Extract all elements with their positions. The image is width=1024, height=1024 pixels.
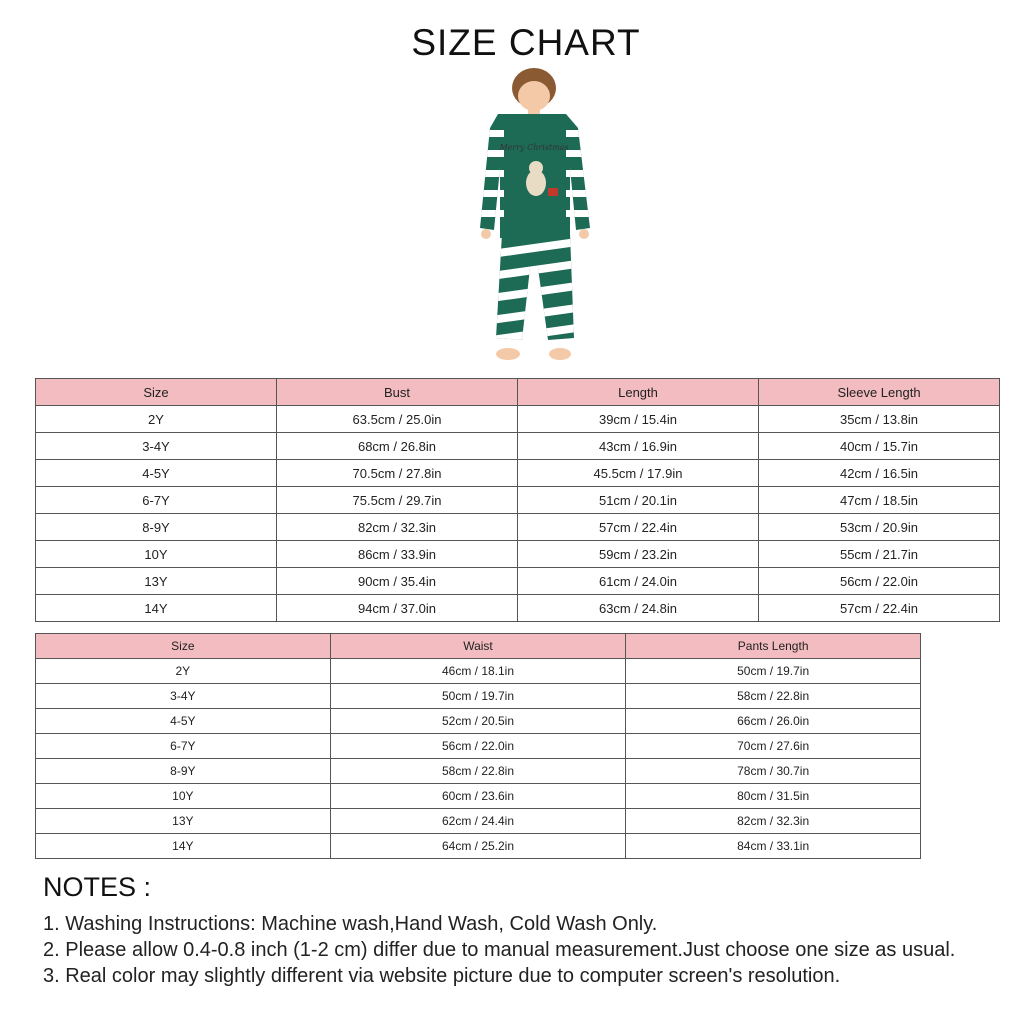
cell-bust: 68cm / 26.8in: [277, 433, 518, 460]
cell-size: 14Y: [36, 834, 331, 859]
notes-section: [43, 872, 1013, 989]
cell-size: 2Y: [36, 659, 331, 684]
table-row: [36, 460, 1000, 487]
cell-bust: 70.5cm / 27.8in: [277, 460, 518, 487]
note-washing: 1. Washing Instructions: Machine wash,Hand Wash, Cold Wash Only.: [43, 913, 658, 935]
cell-pants-length: 80cm / 31.5in: [626, 784, 921, 809]
cell-waist: 64cm / 25.2in: [330, 834, 626, 859]
cell-size: 13Y: [36, 568, 277, 595]
cell-size: 3-4Y: [36, 684, 331, 709]
cell-length: 57cm / 22.4in: [518, 514, 759, 541]
cell-waist: 52cm / 20.5in: [330, 709, 626, 734]
top-size-table: [35, 378, 1000, 622]
cell-sleeve-length: 53cm / 20.9in: [759, 514, 1000, 541]
note-measurement: 2. Please allow 0.4-0.8 inch (1-2 cm) differ due to manual measurement.Just choose one size as usual.: [43, 939, 956, 961]
cell-size: 13Y: [36, 809, 331, 834]
table-row: [36, 487, 1000, 514]
table-row: [36, 433, 1000, 460]
table-header-row: [36, 379, 1000, 406]
cell-size: 8-9Y: [36, 514, 277, 541]
cell-length: 51cm / 20.1in: [518, 487, 759, 514]
cell-size: 6-7Y: [36, 734, 331, 759]
table-row: [36, 659, 921, 684]
header-waist: Waist: [330, 634, 626, 659]
cell-sleeve-length: 56cm / 22.0in: [759, 568, 1000, 595]
bottom-size-table: [35, 633, 921, 859]
table-row: [36, 784, 921, 809]
cell-waist: 62cm / 24.4in: [330, 809, 626, 834]
cell-bust: 90cm / 35.4in: [277, 568, 518, 595]
table-row: [36, 568, 1000, 595]
table-row: [36, 541, 1000, 568]
cell-length: 43cm / 16.9in: [518, 433, 759, 460]
cell-sleeve-length: 35cm / 13.8in: [759, 406, 1000, 433]
table-row: [36, 759, 921, 784]
cell-length: 59cm / 23.2in: [518, 541, 759, 568]
header-pants-length: Pants Length: [626, 634, 921, 659]
cell-size: 8-9Y: [36, 759, 331, 784]
cell-size: 10Y: [36, 541, 277, 568]
table-row: [36, 734, 921, 759]
cell-bust: 86cm / 33.9in: [277, 541, 518, 568]
header-bust: Bust: [277, 379, 518, 406]
note-color: 3. Real color may slightly different via website picture due to computer screen's resolution.: [43, 965, 841, 987]
header-size: Size: [36, 634, 331, 659]
cell-bust: 94cm / 37.0in: [277, 595, 518, 622]
cell-length: 45.5cm / 17.9in: [518, 460, 759, 487]
table-row: [36, 834, 921, 859]
cell-length: 63cm / 24.8in: [518, 595, 759, 622]
cell-pants-length: 70cm / 27.6in: [626, 734, 921, 759]
notes-title: NOTES :: [43, 872, 152, 902]
table-row: [36, 595, 1000, 622]
cell-pants-length: 50cm / 19.7in: [626, 659, 921, 684]
cell-size: 4-5Y: [36, 709, 331, 734]
cell-waist: 58cm / 22.8in: [330, 759, 626, 784]
cell-waist: 56cm / 22.0in: [330, 734, 626, 759]
cell-waist: 50cm / 19.7in: [330, 684, 626, 709]
cell-length: 61cm / 24.0in: [518, 568, 759, 595]
cell-sleeve-length: 42cm / 16.5in: [759, 460, 1000, 487]
header-length: Length: [518, 379, 759, 406]
cell-pants-length: 84cm / 33.1in: [626, 834, 921, 859]
cell-sleeve-length: 40cm / 15.7in: [759, 433, 1000, 460]
cell-bust: 63.5cm / 25.0in: [277, 406, 518, 433]
cell-size: 6-7Y: [36, 487, 277, 514]
cell-bust: 75.5cm / 29.7in: [277, 487, 518, 514]
table-row: [36, 514, 1000, 541]
table-row: [36, 809, 921, 834]
shirt-print-text: Merry Christmas: [499, 143, 569, 152]
cell-size: 14Y: [36, 595, 277, 622]
cell-size: 10Y: [36, 784, 331, 809]
cell-sleeve-length: 57cm / 22.4in: [759, 595, 1000, 622]
table-header-row: [36, 634, 921, 659]
cell-sleeve-length: 47cm / 18.5in: [759, 487, 1000, 514]
page-title: SIZE CHART: [411, 22, 641, 63]
cell-pants-length: 82cm / 32.3in: [626, 809, 921, 834]
cell-pants-length: 66cm / 26.0in: [626, 709, 921, 734]
cell-waist: 46cm / 18.1in: [330, 659, 626, 684]
cell-waist: 60cm / 23.6in: [330, 784, 626, 809]
product-photo: [470, 68, 600, 368]
cell-bust: 82cm / 32.3in: [277, 514, 518, 541]
header-size: Size: [36, 379, 277, 406]
cell-size: 4-5Y: [36, 460, 277, 487]
cell-sleeve-length: 55cm / 21.7in: [759, 541, 1000, 568]
cell-size: 2Y: [36, 406, 277, 433]
table-row: [36, 709, 921, 734]
table-row: [36, 684, 921, 709]
cell-length: 39cm / 15.4in: [518, 406, 759, 433]
cell-size: 3-4Y: [36, 433, 277, 460]
cell-pants-length: 58cm / 22.8in: [626, 684, 921, 709]
cell-pants-length: 78cm / 30.7in: [626, 759, 921, 784]
header-sleeve-length: Sleeve Length: [759, 379, 1000, 406]
table-row: [36, 406, 1000, 433]
